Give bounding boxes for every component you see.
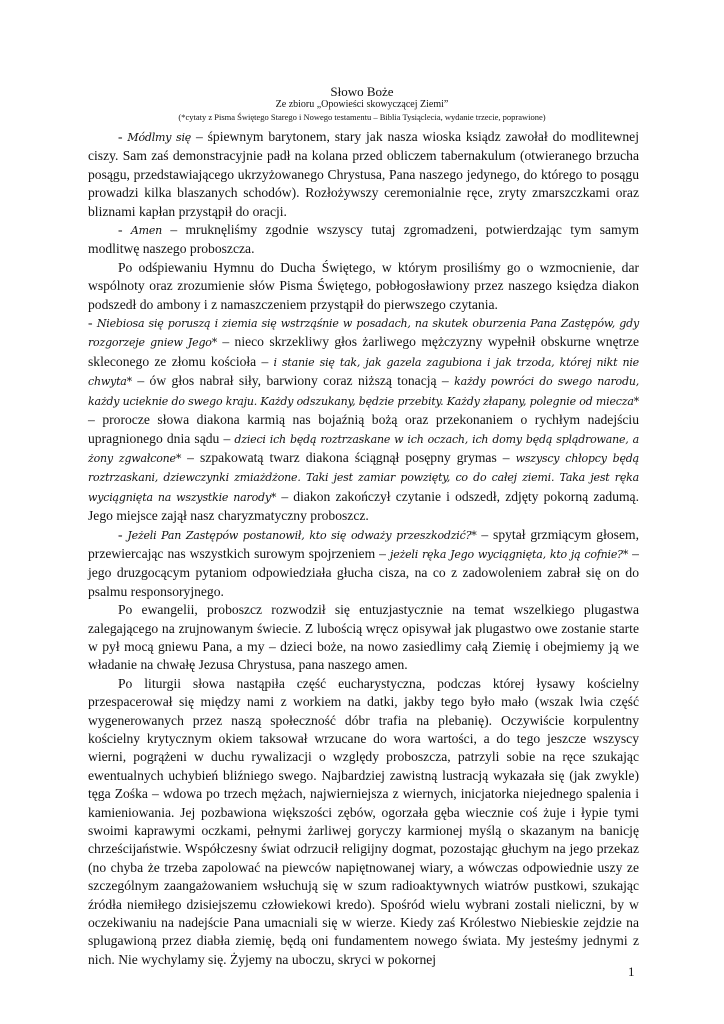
paragraph-text: Po ewangelii, proboszcz rozwodził się entuzjastycznie na temat wszelkiego plugastwa zalegającego na zrujnowanym świecie. Z lubością wręcz opisywał jak plugastwo owe zostanie starte w pył mocą gniewu Pana, a my – dzieci boże, na nowo zasiedlimy całą Ziemię i obejmiemy ją we władanie na chwałę Jezusa Chrystusa, pana naszego amen. (88, 602, 639, 673)
paragraph-text: - (118, 222, 131, 238)
paragraph (88, 314, 639, 525)
paragraph (88, 221, 639, 259)
page-number: 1 (628, 964, 635, 979)
scripture-quote: każdy powróci do swego narodu, każdy ucieknie do swego kraju. Każdy odszukany, będzie przebity. Każdy złapany, polegnie od miecza* (88, 375, 639, 408)
paragraph-text: - (88, 315, 97, 331)
paragraph-text: – ów głos nabrał siły, barwiony coraz niższą tonacją – (131, 373, 455, 389)
paragraph-text: - (118, 526, 128, 542)
scripture-quote: Jeżeli Pan Zastępów postanowił, kto się odważy przeszkodzić?* (127, 528, 477, 542)
paragraph-text: Po odśpiewaniu Hymnu do Ducha Świętego, w którym prosiliśmy go o wzmocnienie, dar wspólnoty oraz zrozumienie słów Pisma Świętego, pobłogosławiony przez naszego księdza diakon podszedł do ambony i z namaszczeniem przystąpił do pierwszego czytania. (88, 259, 639, 312)
scripture-quote: i stanie się tak, jak gazela zagubiona i jak trzoda, której nikt nie chwyta* (88, 355, 639, 389)
scripture-quote: Módlmy się (127, 131, 192, 144)
document-title: Słowo Boże (330, 84, 394, 99)
paragraph (88, 675, 639, 970)
paragraph-text: – mruknęliśmy zgodnie wszyscy tutaj zgromadzeni, potwierdzając tym samym modlitwę naszego proboszcza. (88, 222, 639, 257)
paragraph-text: – diakon zakończył czytanie i odszedł, zdjęty pokorną zadumą. Jego miejsce zajął nasz charyzmatyczny proboszcz. (88, 488, 639, 524)
scripture-quote: dzieci ich będą roztrzaskane w ich oczach, ich domy będą splądrowane, a żony zgwałcone* (88, 432, 639, 465)
paragraph-text: – śpiewnym barytonem, stary jak nasza wioska ksiądz zawołał do modlitewnej ciszy. Sam zaś demonstracyjnie padł na kolana przed obliczem tabernakulum (otwieranego brzucha posągu, przedstawiającego ukrzyżowanego Chrystusa, Pana naszego jedynego, do którego to posągu prowadzi kilka blaszanych schodów). Rozłożywszy ceremonialnie ręce, zryty zmarszczkami oraz bliznami kapłan przystąpił do oracji. (88, 129, 639, 219)
document-body (88, 128, 639, 969)
document-subtitle: Ze zbioru „Opowieści skowyczącej Ziemi” (275, 99, 449, 110)
scripture-quote: Niebiosa się poruszą i ziemia się wstrząśnie w posadach, na skutek oburzenia Pana Zastępów, gdy rozgorzeje gniew Jego* (88, 317, 639, 350)
paragraph (88, 526, 639, 602)
paragraph-text: – jego druzgocącym pytaniom odpowiedziała głucha cisza, na co z zadowoleniem zabrał się on do psalmu responsoryjnego. (88, 545, 639, 599)
paragraph-text: – nieco skrzekliwy głos żarliwego mężczyzny wypełnił obskurne wnętrze skleconego ze złomu kościoła – (88, 334, 639, 369)
paragraph (88, 259, 639, 314)
paragraph-text: – spytał grzmiącym głosem, przewiercając nas wszystkich surowym spojrzeniem – (88, 526, 639, 561)
scripture-quote: jeżeli ręka Jego wyciągnięta, kto ją cofnie?* (390, 547, 629, 561)
paragraph-text: – szpakowatą twarz diakona ściągnął posępny grymas – (181, 449, 516, 465)
paragraph (88, 128, 639, 221)
paragraph (88, 601, 639, 675)
scripture-quote: wszyscy chłopcy będą roztrzaskani, dziewczynki zmiażdżone. Taki jest zamiar powzięty, co do całej ziemi. Taka jest ręka wyciągnięta na wszystkie narody* (88, 451, 640, 504)
paragraph-text: – prorocze słowa diakona karmią nas bojaźnią bożą oraz przekonaniem o rychłym nadejściu upragnionego dnia sądu – (88, 412, 639, 446)
paragraph-text: Po liturgii słowa nastąpiła część eucharystyczna, podczas której łysawy kościelny przespacerował się między nami z workiem na datki, jakby tego było mało (wszak lwia część wygenerowanych przez naszą społeczność dóbr trafia na plebanię). Oczywiście korpulentny kościelny krytycznym okiem taksował wrzucane do wora wartości, a do tego jeszcze wszyscy wierni, pogrążeni w duchu rywalizacji o względy proboszcza, patrzyli sobie na ręce szukając ewentualnych uchybień bliźniego swego. Najbardziej zawistną lustracją wykazała się (jak zwykle) tęga Zośka – wdowa po trzech mężach, najwierniejsza z wiernych, inicjatorka niejednego spalenia i kamieniowania. Jej pozbawiona większości zębów, ogorzała gęba wiecznie coś żuje i łypie tymi swoimi kaprawymi oczkami, pełnymi żarliwej goryczy karmionej myślą o skazanym na banicję chrześcijaństwie. Współczesny świat odrzucił religijny dogmat, pozostając głuchym na jego przekaz (no chyba że trzeba zapolować na piewców napiętnowanej wiary, a wówczas odpowiednie uszy ze szczególnym zaangażowaniem wsłuchują się w szum radioaktywnych wiatrów pustkowi, szukając źródła niemiłego dzisiejszemu człowiekowi kredo). Spośród wielu wybrani zostali nieliczni, by w oczekiwaniu na nadejście Pana umacniali się w wierze. Kiedy zaś Królestwo Niebieskie zejdzie na splugawioną przez diabła ziemię, będą oni fundamentem nowego świata. My jesteśmy jednymi z nich. Nie wychylamy się. Żyjemy na uboczu, skryci w pokornej (88, 675, 639, 967)
citation-note: (*cytaty z Pisma Świętego Starego i Nowego testamentu – Biblia Tysiąclecia, wydanie trzecie, poprawione) (178, 112, 546, 122)
paragraph-text: - (118, 129, 128, 144)
scripture-quote: Amen (130, 224, 163, 238)
